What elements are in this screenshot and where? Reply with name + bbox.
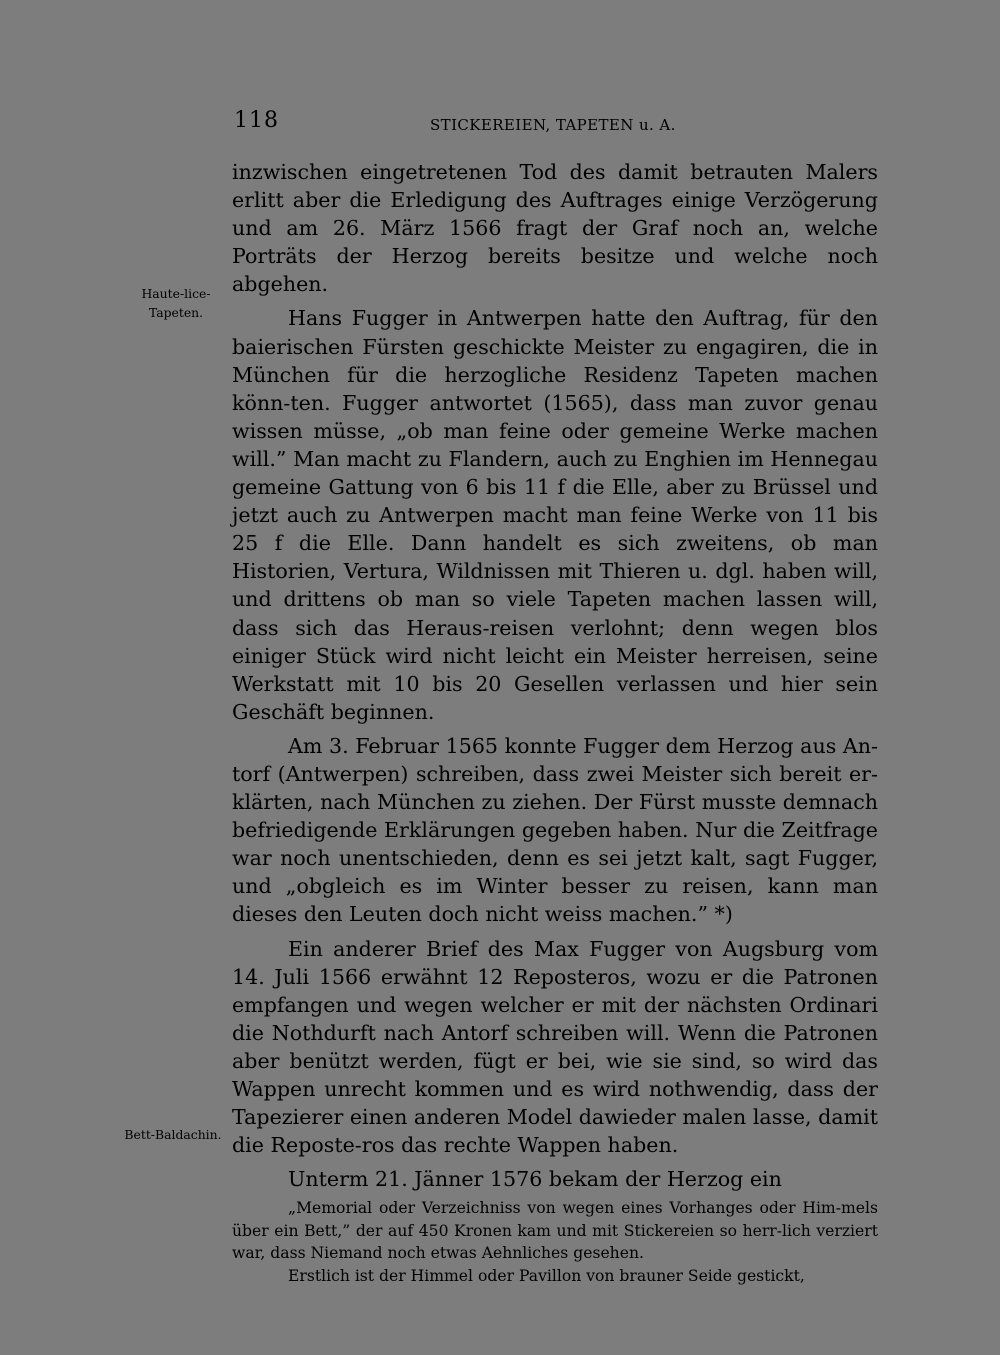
paragraph-february-1565: Am 3. Februar 1565 konnte Fugger dem Herzog aus An-torf (Antwerpen) schreiben, dass zwei Meister sich bereit er-klärten, nach München zu ziehen. Der Fürst musste demnach befriedigende Erklärungen gegeben haben. Nur die Zeitfrage war noch unentschieden, denn es sei jetzt kalt, sagt Fugger, und „obgleich es im Winter besser zu reisen, kann man dieses den Leuten doch nicht weiss machen.” *) (232, 733, 878, 927)
page-header (232, 108, 878, 140)
paragraph-hans-fugger: Hans Fugger in Antwerpen hatte den Auftrag, für den baierischen Fürsten geschickte Meister zu engagiren, die in München für die herzogliche Residenz Tapeten machen könn-ten. Fugger antwortet (1565), dass man zuvor genau wissen müsse, „ob man feine oder gemeine Werke machen will.” Man macht zu Flandern, auch zu Enghien im Hennegau gemeine Gattung von 6 bis 11 f die Elle, aber zu Brüssel und jetzt auch zu Antwerpen macht man feine Werke von 11 bis 25 f die Elle. Dann handelt es sich zweitens, ob man Historien, Vertura, Wildnissen mit Thieren u. dgl. haben will, und drittens ob man so viele Tapeten machen lassen will, dass sich das Heraus-reisen verlohnt; denn wegen blos einiger Stück wird nicht leicht ein Meister herreisen, seine Werkstatt mit 10 bis 20 Gesellen verlassen und hier sein Geschäft beginnen. (232, 306, 878, 724)
page-number: 118 (234, 108, 279, 133)
paragraph-continuation: inzwischen eingetretenen Tod des damit betrauten Malers erlitt aber die Erledigung des Auftrages einige Verzögerung und am 26. März 1566 fragt der Graf noch an, welche Porträts der Herzog bereits besitze und welche noch abgehen. (232, 160, 878, 297)
paragraph-max-fugger: Ein anderer Brief des Max Fugger von Augsburg vom 14. Juli 1566 erwähnt 12 Reposteros, wozu er die Patronen empfangen und wegen welcher er mit der nächsten Ordinari die Nothdurft nach Antorf schreiben will. Wenn die Patronen aber benützt werden, fügt er bei, wie sie sind, so wird das Wappen unrecht kommen und es wird nothwendig, dass der Tapezierer einen anderen Model dawieder malen lasse, damit die Reposte-ros das rechte Wappen haben. (232, 936, 878, 1158)
running-title: STICKEREIEN, TAPETEN u. A. (430, 116, 676, 134)
marginal-note-bett-baldachin (112, 1125, 234, 1144)
quote-erstlich: Erstlich ist der Himmel oder Pavillon von brauner Seide gestickt, (288, 1266, 805, 1285)
marginal-note-line: Haute-lice- (141, 286, 211, 301)
marginal-note-line: Tapeten. (148, 305, 204, 320)
marginal-note-haute-lice (124, 284, 228, 322)
paragraph-jaenner-1576: Unterm 21. Jänner 1576 bekam der Herzog ein (288, 1167, 782, 1192)
marginal-note-line: Bett-Baldachin. (124, 1127, 222, 1142)
quote-memorial: „Memorial oder Verzeichniss von wegen eines Vorhanges oder Him-mels über ein Bett,” der auf 450 Kronen kam und mit Stickereien so herr-lich verziert war, dass Niemand noch etwas Aehnliches gesehen. (232, 1199, 878, 1263)
body-text (232, 158, 878, 1287)
